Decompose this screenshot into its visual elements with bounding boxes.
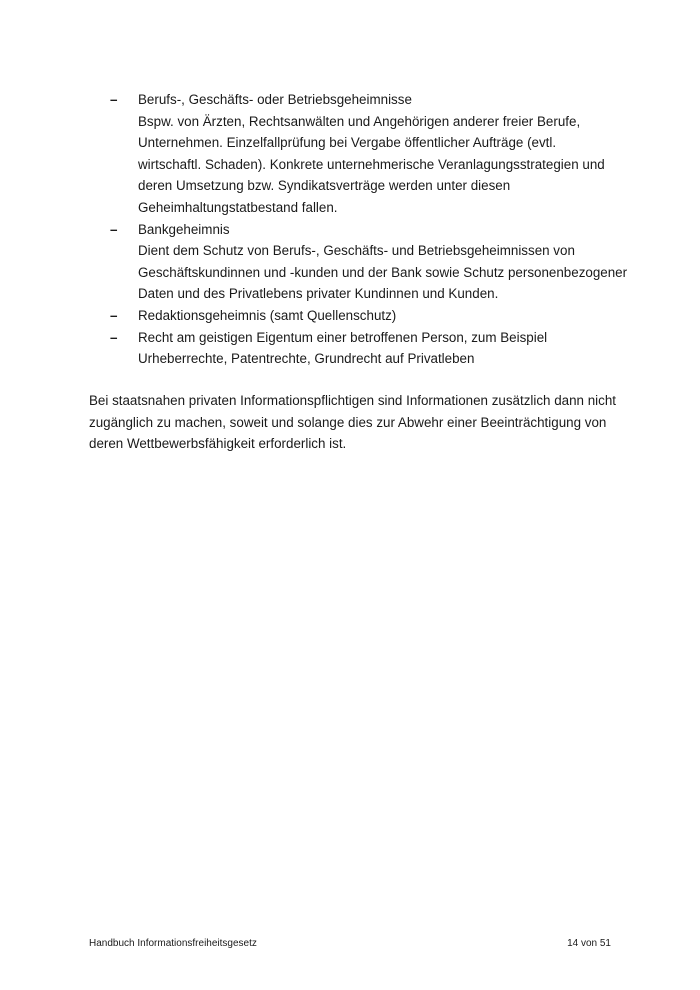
dash-bullet: – bbox=[110, 329, 118, 345]
list-item bbox=[110, 305, 630, 327]
footer-document-title: Handbuch Informationsfreiheitsgesetz bbox=[89, 938, 257, 949]
secrecy-list bbox=[110, 89, 630, 370]
list-item-description: Bspw. von Ärzten, Rechtsanwälten und Angehörigen anderer freier Berufe, Unternehmen. Einzelfallprüfung bei Vergabe öffentlicher Aufträge (evtl. wirtschaftl. Schaden). Konkrete unternehmerische Veranlagungsstrategien und deren Umsetzung bzw. Syndikatsverträge werden unter diesen Geheimhaltungstatbestand fallen. bbox=[138, 113, 605, 215]
list-item bbox=[110, 219, 630, 305]
list-item bbox=[110, 327, 630, 370]
dash-bullet: – bbox=[110, 221, 118, 237]
dash-bullet: – bbox=[110, 92, 118, 107]
list-item-title: Bankgeheimnis bbox=[138, 221, 230, 237]
list-item-description: Dient dem Schutz von Berufs-, Geschäfts- und Betriebsgeheimnissen von Geschäftskundinnen und -kunden und der Bank sowie Schutz personenbezogener Daten und des Privatlebens privater Kundinnen und Kunden. bbox=[138, 243, 628, 302]
list-item bbox=[110, 89, 630, 219]
dash-bullet: – bbox=[110, 307, 118, 323]
footer-page-number: 14 von 51 bbox=[567, 938, 611, 949]
list-item-description: Urheberrechte, Patentrechte, Grundrecht auf Privatleben bbox=[138, 351, 475, 367]
list-item-title: Berufs-, Geschäfts- oder Betriebsgeheimnisse bbox=[138, 92, 412, 107]
list-item-title: Recht am geistigen Eigentum einer betroffenen Person, zum Beispiel bbox=[138, 329, 548, 345]
body-paragraph: Bei staatsnahen privaten Informationspflichtigen sind Informationen zusätzlich dann nicht zugänglich zu machen, soweit und solange dies zur Abwehr einer Beeinträchtigung von deren Wettbewerbsfähigkeit erforderlich ist. bbox=[89, 393, 617, 452]
page-footer bbox=[89, 938, 611, 949]
list-item-title: Redaktionsgeheimnis (samt Quellenschutz) bbox=[138, 307, 397, 323]
